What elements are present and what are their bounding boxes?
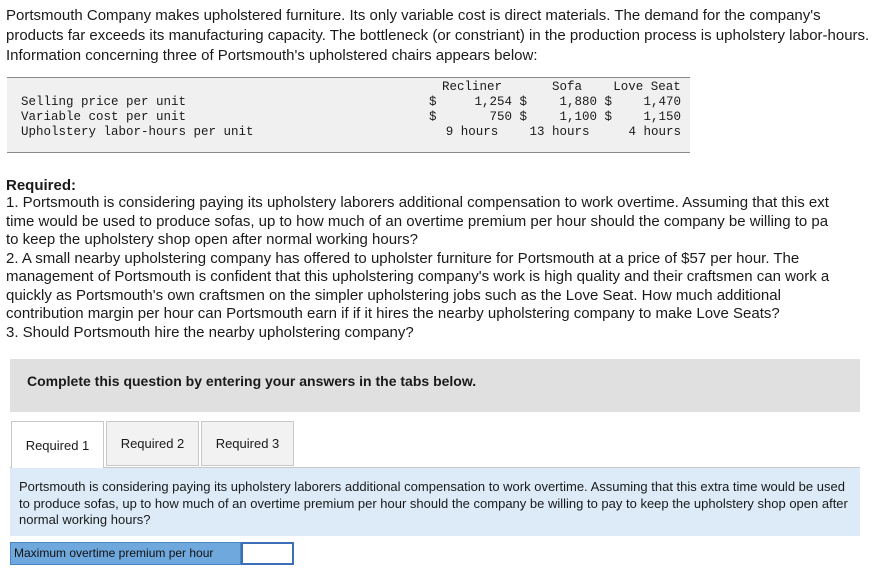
cell-value: 13 hours bbox=[529, 125, 590, 139]
tab-panel bbox=[10, 467, 860, 536]
question-line: 3. Should Portsmouth hire the nearby upholstering company? bbox=[6, 323, 414, 341]
column-header-love-seat: Love Seat bbox=[613, 80, 681, 94]
overtime-premium-input[interactable] bbox=[241, 542, 294, 565]
question-line: contribution margin per hour can Portsmouth earn if if it hires the nearby upholstering company to make Love Seats? bbox=[6, 305, 780, 322]
required-heading: Required: bbox=[6, 177, 77, 194]
cell-value: 4 hours bbox=[628, 125, 681, 139]
cell-value: 750 $ bbox=[489, 110, 527, 124]
question-line: to keep the upholstery shop open after normal working hours? bbox=[6, 231, 418, 248]
answer-label: Maximum overtime premium per hour bbox=[10, 542, 241, 565]
tab-required-2[interactable]: Required 2 bbox=[106, 421, 199, 466]
required-questions bbox=[6, 194, 872, 342]
cell-value: 9 hours bbox=[445, 125, 499, 139]
dollar-sign: $ bbox=[429, 110, 437, 124]
row-label-variable-cost: Variable cost per unit bbox=[21, 110, 187, 124]
cell-value: 1,880 $ bbox=[559, 95, 612, 109]
product-data-table bbox=[7, 77, 690, 153]
problem-intro: Portsmouth Company makes upholstered furniture. Its only variable cost is direct materials. The demand for the company's products far exceeds its manufacturing capacity. The bottleneck (or constriant) in the production process is upholstery labor-hours. Information concerning three of Portsmouth's upholstered chairs appears below: bbox=[6, 7, 870, 64]
instruction-banner bbox=[10, 359, 860, 412]
row-label-labor-hours: Upholstery labor-hours per unit bbox=[21, 125, 254, 139]
question-line: quickly as Portsmouth's own craftsmen on the simpler upholstering jobs such as the Love Seat. How much additional bbox=[6, 286, 781, 304]
cell-value: 1,150 bbox=[643, 110, 681, 124]
question-line: 2. A small nearby upholstering company has offered to upholster furniture for Portsmouth at a price of $57 per hour. The bbox=[6, 249, 800, 267]
question-line: time would be used to produce sofas, up to how much of an overtime premium per hour should the company be willing to pa bbox=[6, 212, 829, 230]
question-line: 1. Portsmouth is considering paying its upholstery laborers additional compensation to work overtime. Assuming that this ext bbox=[6, 194, 829, 211]
row-label-selling-price: Selling price per unit bbox=[21, 95, 187, 109]
question-line: management of Portsmouth is confident that this upholstering company's work is high quality and their craftsmen can work a bbox=[6, 268, 830, 285]
column-header-sofa: Sofa bbox=[551, 80, 582, 94]
instruction-text: Complete this question by entering your answers in the tabs below. bbox=[27, 373, 477, 389]
panel-question-text: Portsmouth is considering paying its upholstery laborers additional compensation to work overtime. Assuming that this extra time would be used to produce sofas, up to how much of an overtime premium per hour should the company be willing to pay to keep the upholstery shop open after normal working hours? bbox=[19, 479, 848, 527]
cell-value: 1,254 $ bbox=[474, 95, 527, 109]
cell-value: 1,100 $ bbox=[559, 110, 612, 124]
column-header-recliner: Recliner bbox=[441, 80, 502, 94]
tab-required-3[interactable]: Required 3 bbox=[201, 421, 294, 466]
dollar-sign: $ bbox=[429, 95, 437, 109]
tab-required-1[interactable]: Required 1 bbox=[11, 421, 104, 468]
cell-value: 1,470 bbox=[643, 95, 681, 109]
